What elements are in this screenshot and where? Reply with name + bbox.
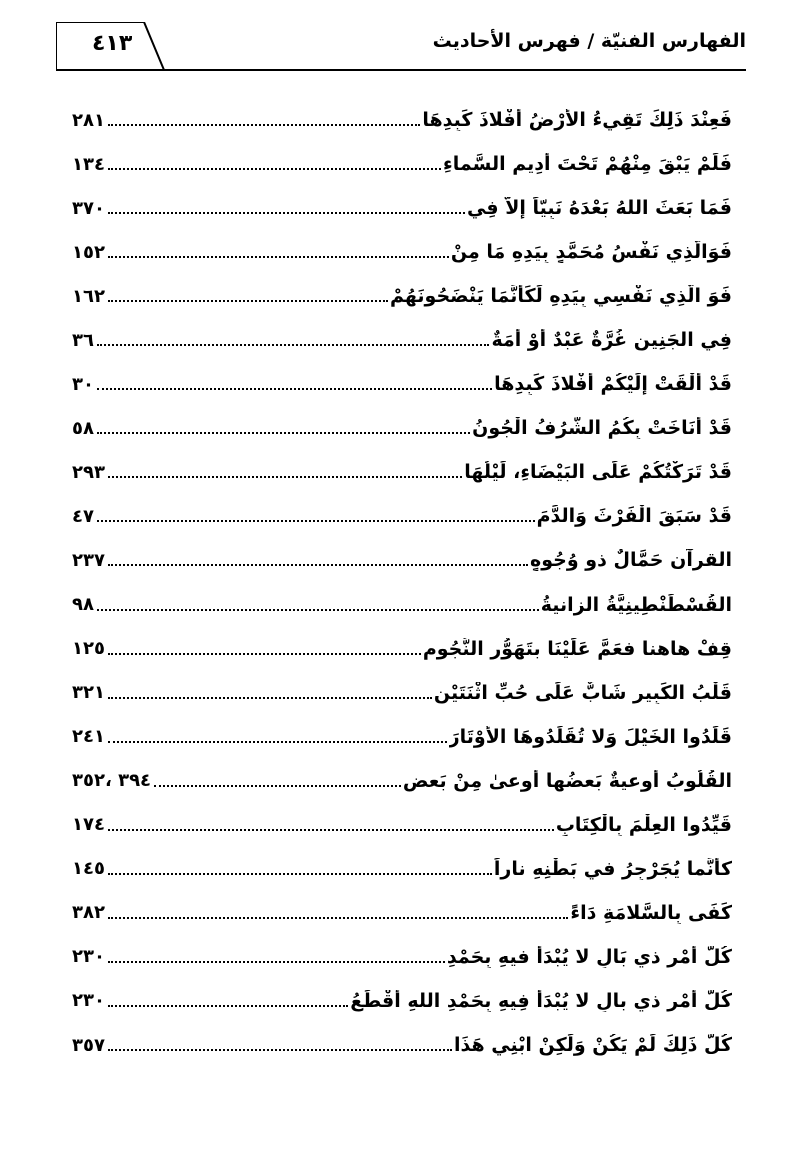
index-entry — [72, 186, 732, 230]
index-entry — [72, 98, 732, 142]
hadith-incipit: قَدْ أَلْقَتْ إِلَيْكُمْ أَفْلاذَ كَبِدِهَا — [494, 373, 732, 396]
dot-leader — [97, 388, 492, 390]
index-entry — [72, 847, 732, 891]
dot-leader — [108, 917, 568, 919]
entry-page-number: ٢٨١ — [72, 109, 105, 131]
entry-page-number: ٢٩٣ — [72, 461, 105, 483]
entry-page-number: ١٧٤ — [72, 814, 105, 836]
hadith-incipit: قَدْ سَبَقَ الْفَرْثَ وَالدَّمَ — [536, 505, 732, 528]
index-entry — [72, 362, 732, 406]
dot-leader — [108, 961, 445, 963]
hadith-incipit: كُلُّ ذَلِكَ لَمْ يَكُنْ وَلَكِنْ ابْنِي هَذَا — [454, 1034, 732, 1056]
page-header — [56, 22, 746, 74]
hadith-incipit: قَيِّدُوا العِلْمَ بِالْكِتَابِ — [555, 813, 732, 836]
dot-leader — [108, 476, 462, 478]
index-entry — [72, 627, 732, 671]
hadith-incipit: قَدْ أَنَاخَتْ بِكُمُ الشُّرُفُ الْجُونُ — [472, 417, 732, 440]
entry-page-number: ٢٣٠ — [72, 946, 105, 968]
index-entry — [72, 583, 732, 627]
entry-page-number: ٣٥٧ — [72, 1034, 105, 1056]
dot-leader — [108, 1049, 452, 1051]
index-entry — [72, 318, 732, 362]
entry-page-number: ٣٩٤ ،٣٥٢ — [72, 770, 152, 792]
dot-leader — [108, 124, 420, 126]
hadith-incipit: فَوَ الَّذِي نَفْسِي بِيَدِهِ لَكَأَنَّمَا يَنْضَحُونَهُمْ — [389, 285, 732, 308]
entry-page-number: ١٤٥ — [72, 858, 105, 880]
dot-leader — [108, 1005, 348, 1007]
hadith-incipit: كُلُّ أَمْرٍ ذي بَالٍ لا يُبْدَأُ فيهِ بِحَمْدِ — [446, 945, 732, 968]
index-entry — [72, 891, 732, 935]
hadith-incipit: فَوَالَّذِي نَفْسُ مُحَمَّدٍ بِيَدِهِ مَا مِنْ — [450, 241, 732, 264]
index-entry — [72, 450, 732, 494]
entry-page-number: ١٦٢ — [72, 285, 105, 307]
dot-leader — [97, 432, 470, 434]
hadith-incipit: فَعِنْدَ ذَلِكَ تَقِيءُ الأَرْضُ أَفْلاذَ كَبِدِهَا — [422, 109, 732, 132]
entry-page-number: ٣٨٢ — [72, 902, 105, 924]
index-entry — [72, 274, 732, 318]
hadith-incipit: قَدْ تَرَكْتُكُمْ عَلَى البَيْضَاءِ، لَيْلُهَا — [464, 461, 732, 484]
hadith-incipit: القرآن حَمَّالٌ ذو وُجُوهٍ — [530, 549, 732, 572]
index-entry — [72, 935, 732, 979]
hadith-incipit: كُلُّ أَمْرٍ ذي بالٍ لا يُبْدَأُ فِيهِ بِحَمْدِ اللهِ أَقْطَعُ — [350, 989, 732, 1012]
entry-page-number: ٤٧ — [72, 505, 94, 527]
hadith-incipit: فَمَا بَعَثَ اللهُ بَعْدَهُ نَبِيّاً إِلاّ فِي — [466, 197, 732, 220]
dot-leader — [154, 785, 401, 787]
index-entry — [72, 715, 732, 759]
index-entry — [72, 142, 732, 186]
dot-leader — [108, 741, 447, 743]
dot-leader — [108, 653, 421, 655]
hadith-index-list — [72, 98, 732, 1067]
hadith-incipit: قِفْ هاهنا فعَمَّ عَلَيْنَا بتَهَوُّر النُّجُوم — [422, 637, 732, 660]
dot-leader — [108, 256, 449, 258]
dot-leader — [108, 829, 554, 831]
entry-page-number: ٣٦ — [72, 329, 94, 351]
entry-page-number: ١٢٥ — [72, 638, 105, 660]
entry-page-number: ٢٤١ — [72, 726, 105, 748]
hadith-incipit: فَلَمْ يَبْقَ مِنْهُمْ تَحْتَ أَدِيمِ السَّماءِ — [443, 153, 732, 176]
entry-page-number: ٥٨ — [72, 417, 94, 439]
index-entry — [72, 406, 732, 450]
hadith-incipit: كَفَى بِالسَّلامَةِ دَاءً — [570, 901, 732, 924]
entry-page-number: ٣٢١ — [72, 682, 105, 704]
running-title: الفهارس الفنيّة / فهرس الأحاديث — [432, 30, 746, 52]
entry-page-number: ١٣٤ — [72, 153, 105, 175]
page-number: ٤١٣ — [92, 31, 133, 56]
index-entry — [72, 230, 732, 274]
hadith-incipit: قَلْبُ الكَبِيرِ شَابٌّ عَلَى حُبِّ اثْنَتَيْنِ — [433, 681, 732, 704]
dot-leader — [97, 609, 539, 611]
index-entry — [72, 759, 732, 803]
dot-leader — [108, 212, 465, 214]
hadith-incipit: فِي الجَنِينِ غُرَّةٌ عَبْدٌ أَوْ أَمَةٌ — [491, 329, 732, 352]
hadith-incipit: القُسْطَنْطِينِيَّةُ الزانيةُ — [540, 593, 732, 616]
index-entry — [72, 1023, 732, 1067]
hadith-incipit: قَلِّدُوا الخَيْلَ وَلا تُقَلِّدُوهَا الأَوْتَارَ — [448, 725, 732, 748]
dot-leader — [108, 300, 388, 302]
dot-leader — [108, 168, 441, 170]
index-entry — [72, 979, 732, 1023]
entry-page-number: ٩٨ — [72, 594, 94, 616]
entry-page-number: ٢٣٧ — [72, 549, 105, 571]
hadith-incipit: كأنَّما يُجَرْجِرُ في بَطْنِهِ ناراً — [493, 857, 732, 880]
dot-leader — [97, 520, 535, 522]
dot-leader — [108, 697, 432, 699]
hadith-incipit: القُلُوبُ أوعيةٌ بَعضُها أوعىٰ مِنْ بَعضٍ — [402, 769, 732, 792]
entry-page-number: ٣٠ — [72, 373, 94, 395]
entry-page-number: ٣٧٠ — [72, 197, 105, 219]
dot-leader — [108, 873, 492, 875]
entry-page-number: ٢٣٠ — [72, 990, 105, 1012]
index-entry — [72, 494, 732, 538]
index-entry — [72, 803, 732, 847]
index-entry — [72, 671, 732, 715]
entry-page-number: ١٥٢ — [72, 241, 105, 263]
index-entry — [72, 538, 732, 582]
dot-leader — [97, 344, 489, 346]
dot-leader — [108, 564, 528, 566]
